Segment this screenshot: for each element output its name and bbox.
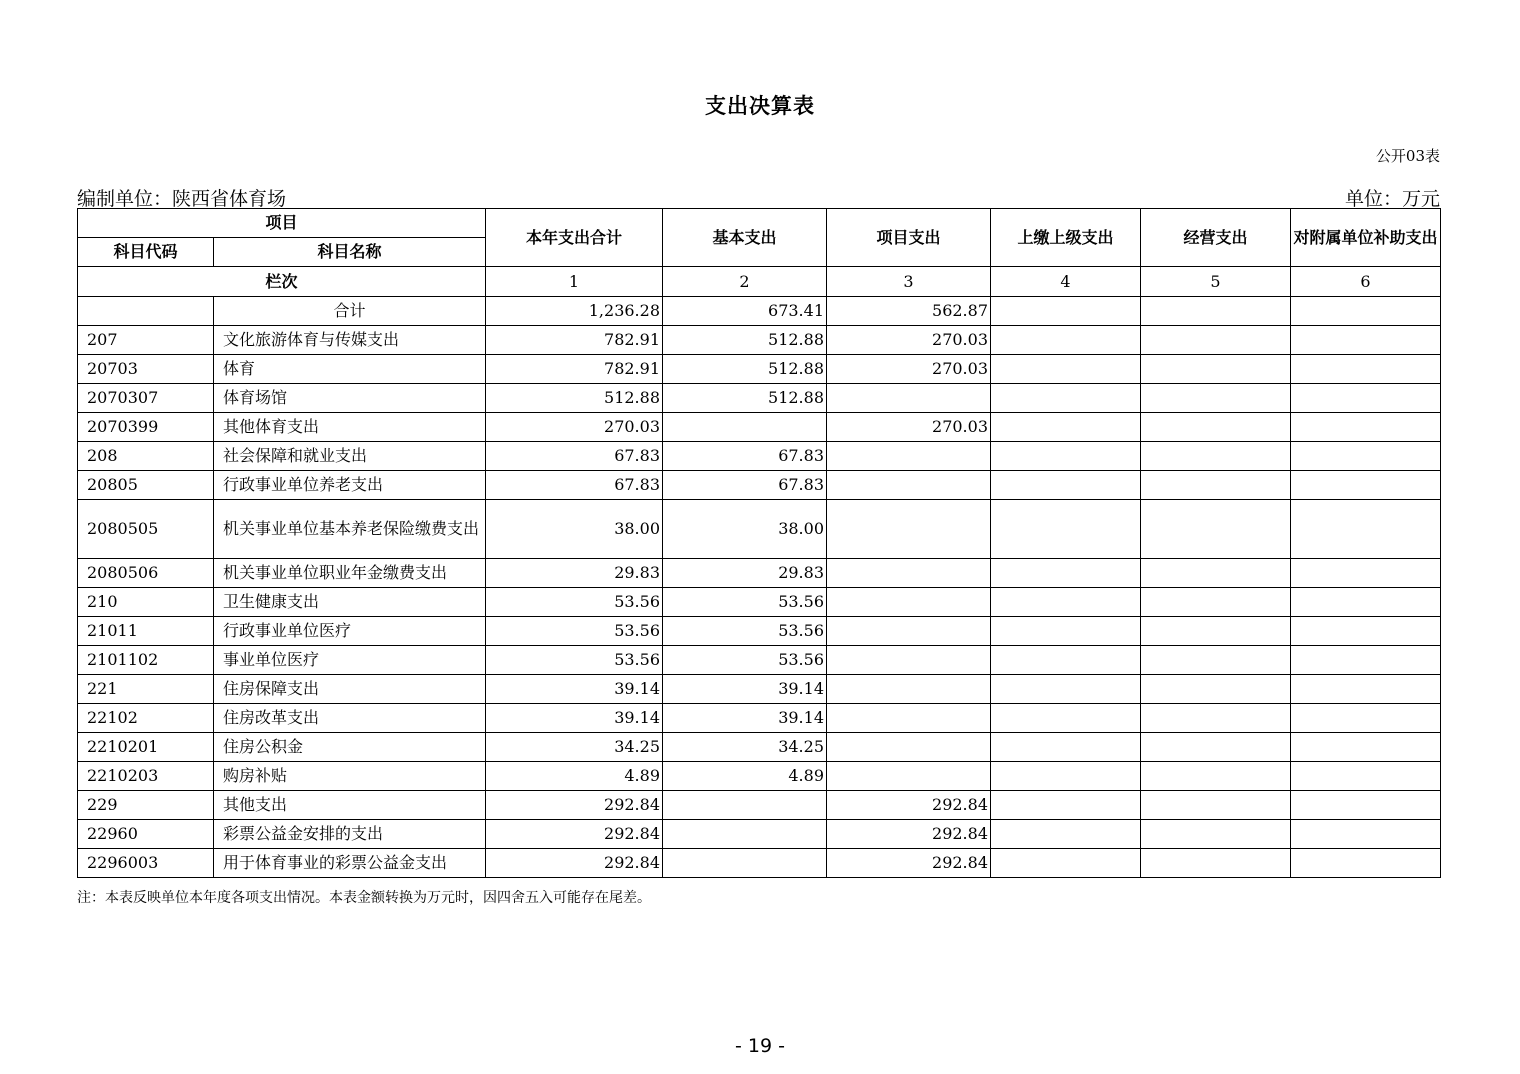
row-c2: 512.88	[663, 326, 827, 355]
total-c5	[1141, 297, 1291, 326]
row-name: 住房保障支出	[214, 675, 486, 704]
row-name: 其他体育支出	[214, 413, 486, 442]
table-row	[78, 326, 1441, 355]
row-c2: 53.56	[663, 588, 827, 617]
total-c4	[991, 297, 1141, 326]
row-c6	[1291, 791, 1441, 820]
col-number-6: 6	[1291, 267, 1441, 297]
row-c3: 270.03	[827, 413, 991, 442]
row-c1: 39.14	[486, 675, 663, 704]
row-code: 208	[78, 442, 214, 471]
row-c2	[663, 849, 827, 878]
header-col-3: 项目支出	[827, 209, 991, 267]
row-name: 其他支出	[214, 791, 486, 820]
row-c5	[1141, 733, 1291, 762]
table-row	[78, 733, 1441, 762]
row-c2: 512.88	[663, 384, 827, 413]
row-code: 20703	[78, 355, 214, 384]
compiling-unit: 编制单位：陕西省体育场	[77, 188, 287, 210]
row-c5	[1141, 326, 1291, 355]
table-row	[78, 471, 1441, 500]
row-c5	[1141, 355, 1291, 384]
row-name: 机关事业单位基本养老保险缴费支出	[214, 500, 486, 559]
header-name: 科目名称	[214, 238, 486, 267]
row-c1: 67.83	[486, 471, 663, 500]
total-code-cell	[78, 297, 214, 326]
table-row	[78, 704, 1441, 733]
row-c4	[991, 384, 1141, 413]
table-row	[78, 559, 1441, 588]
total-c2: 673.41	[663, 297, 827, 326]
row-c2	[663, 791, 827, 820]
row-c4	[991, 704, 1141, 733]
row-c4	[991, 820, 1141, 849]
row-c1: 53.56	[486, 617, 663, 646]
table-row	[78, 384, 1441, 413]
row-c6	[1291, 500, 1441, 559]
row-c5	[1141, 791, 1291, 820]
currency-unit: 单位：万元	[1344, 188, 1440, 210]
row-c2: 512.88	[663, 355, 827, 384]
row-c6	[1291, 588, 1441, 617]
total-c1: 1,236.28	[486, 297, 663, 326]
row-c4	[991, 326, 1141, 355]
row-name: 体育	[214, 355, 486, 384]
row-c3: 292.84	[827, 791, 991, 820]
row-c4	[991, 500, 1141, 559]
row-c5	[1141, 675, 1291, 704]
row-c3: 292.84	[827, 849, 991, 878]
row-c3	[827, 500, 991, 559]
table-note: 注：本表反映单位本年度各项支出情况。本表金额转换为万元时，因四舍五入可能存在尾差。	[77, 890, 651, 906]
table-row	[78, 762, 1441, 791]
row-c2: 53.56	[663, 617, 827, 646]
page-number: - 19 -	[735, 1035, 785, 1057]
row-c3	[827, 617, 991, 646]
header-col-6: 对附属单位补助支出	[1291, 209, 1441, 267]
row-c4	[991, 442, 1141, 471]
table-row	[78, 588, 1441, 617]
row-c4	[991, 413, 1141, 442]
row-name: 卫生健康支出	[214, 588, 486, 617]
row-name: 行政事业单位养老支出	[214, 471, 486, 500]
row-name: 行政事业单位医疗	[214, 617, 486, 646]
row-name: 购房补贴	[214, 762, 486, 791]
row-c5	[1141, 588, 1291, 617]
row-name: 体育场馆	[214, 384, 486, 413]
row-c3	[827, 588, 991, 617]
total-label: 合计	[214, 297, 486, 326]
row-c1: 34.25	[486, 733, 663, 762]
row-c6	[1291, 471, 1441, 500]
row-c4	[991, 355, 1141, 384]
total-c3: 562.87	[827, 297, 991, 326]
row-code: 2070399	[78, 413, 214, 442]
header-item: 项目	[78, 209, 486, 238]
row-c5	[1141, 617, 1291, 646]
total-c6	[1291, 297, 1441, 326]
row-c4	[991, 471, 1141, 500]
col-number-5: 5	[1141, 267, 1291, 297]
row-name: 事业单位医疗	[214, 646, 486, 675]
header-col-4: 上缴上级支出	[991, 209, 1141, 267]
table-row	[78, 791, 1441, 820]
row-c3	[827, 559, 991, 588]
row-c2: 53.56	[663, 646, 827, 675]
row-c3	[827, 471, 991, 500]
row-c2: 39.14	[663, 675, 827, 704]
row-code: 221	[78, 675, 214, 704]
row-name: 用于体育事业的彩票公益金支出	[214, 849, 486, 878]
row-c5	[1141, 471, 1291, 500]
row-code: 207	[78, 326, 214, 355]
form-number: 公开03表	[1375, 147, 1440, 165]
row-c3	[827, 646, 991, 675]
row-c2: 67.83	[663, 471, 827, 500]
row-c5	[1141, 704, 1291, 733]
row-c6	[1291, 675, 1441, 704]
row-c5	[1141, 820, 1291, 849]
table-row	[78, 849, 1441, 878]
row-name: 住房改革支出	[214, 704, 486, 733]
row-c6	[1291, 413, 1441, 442]
row-c6	[1291, 617, 1441, 646]
row-c1: 38.00	[486, 500, 663, 559]
row-c6	[1291, 442, 1441, 471]
header-col-1: 本年支出合计	[486, 209, 663, 267]
row-c6	[1291, 355, 1441, 384]
row-code: 20805	[78, 471, 214, 500]
table-row	[78, 500, 1441, 559]
row-c6	[1291, 559, 1441, 588]
row-c2	[663, 413, 827, 442]
row-c5	[1141, 559, 1291, 588]
row-name: 文化旅游体育与传媒支出	[214, 326, 486, 355]
row-c4	[991, 617, 1141, 646]
row-c4	[991, 849, 1141, 878]
row-c5	[1141, 384, 1291, 413]
row-c3: 292.84	[827, 820, 991, 849]
table-row	[78, 675, 1441, 704]
row-c1: 4.89	[486, 762, 663, 791]
row-c6	[1291, 733, 1441, 762]
row-c3	[827, 762, 991, 791]
row-c1: 53.56	[486, 588, 663, 617]
row-c6	[1291, 820, 1441, 849]
col-number-1: 1	[486, 267, 663, 297]
row-c1: 782.91	[486, 355, 663, 384]
row-c6	[1291, 326, 1441, 355]
row-c4	[991, 762, 1141, 791]
row-c1: 512.88	[486, 384, 663, 413]
row-c4	[991, 733, 1141, 762]
row-code: 2101102	[78, 646, 214, 675]
col-number-3: 3	[827, 267, 991, 297]
row-c1: 67.83	[486, 442, 663, 471]
row-code: 2070307	[78, 384, 214, 413]
row-c6	[1291, 704, 1441, 733]
row-c5	[1141, 500, 1291, 559]
row-c2: 4.89	[663, 762, 827, 791]
row-name: 社会保障和就业支出	[214, 442, 486, 471]
page-title: 支出决算表	[705, 94, 815, 118]
row-c3	[827, 384, 991, 413]
row-code: 2296003	[78, 849, 214, 878]
row-c3	[827, 704, 991, 733]
row-c3: 270.03	[827, 355, 991, 384]
col-number-4: 4	[991, 267, 1141, 297]
row-code: 2080506	[78, 559, 214, 588]
row-code: 229	[78, 791, 214, 820]
row-code: 2210201	[78, 733, 214, 762]
table-row	[78, 820, 1441, 849]
row-c3: 270.03	[827, 326, 991, 355]
row-c6	[1291, 384, 1441, 413]
row-c3	[827, 675, 991, 704]
table-row	[78, 617, 1441, 646]
row-c1: 292.84	[486, 791, 663, 820]
row-code: 22102	[78, 704, 214, 733]
row-c5	[1141, 762, 1291, 791]
table-row	[78, 442, 1441, 471]
row-c1: 270.03	[486, 413, 663, 442]
row-c2: 34.25	[663, 733, 827, 762]
header-col-5: 经营支出	[1141, 209, 1291, 267]
row-code: 22960	[78, 820, 214, 849]
row-c4	[991, 646, 1141, 675]
row-name: 彩票公益金安排的支出	[214, 820, 486, 849]
row-c1: 782.91	[486, 326, 663, 355]
row-c5	[1141, 646, 1291, 675]
row-name: 住房公积金	[214, 733, 486, 762]
row-c6	[1291, 762, 1441, 791]
header-col-2: 基本支出	[663, 209, 827, 267]
row-c4	[991, 791, 1141, 820]
row-code: 2080505	[78, 500, 214, 559]
table-row	[78, 355, 1441, 384]
row-c4	[991, 588, 1141, 617]
row-c2: 29.83	[663, 559, 827, 588]
row-c4	[991, 675, 1141, 704]
row-c5	[1141, 849, 1291, 878]
row-c2: 38.00	[663, 500, 827, 559]
row-c4	[991, 559, 1141, 588]
row-c6	[1291, 646, 1441, 675]
row-c5	[1141, 413, 1291, 442]
row-c5	[1141, 442, 1291, 471]
table-row	[78, 646, 1441, 675]
row-c3	[827, 733, 991, 762]
row-c6	[1291, 849, 1441, 878]
col-number-2: 2	[663, 267, 827, 297]
row-c2: 39.14	[663, 704, 827, 733]
row-c1: 29.83	[486, 559, 663, 588]
table-row	[78, 413, 1441, 442]
header-row-label: 栏次	[78, 267, 486, 297]
row-c2	[663, 820, 827, 849]
row-c1: 292.84	[486, 849, 663, 878]
expenditure-table	[77, 208, 1441, 878]
header-code: 科目代码	[78, 238, 214, 267]
table-body	[78, 297, 1441, 878]
row-c3	[827, 442, 991, 471]
row-code: 210	[78, 588, 214, 617]
row-code: 21011	[78, 617, 214, 646]
row-c1: 292.84	[486, 820, 663, 849]
total-row	[78, 297, 1441, 326]
row-c1: 53.56	[486, 646, 663, 675]
row-c1: 39.14	[486, 704, 663, 733]
row-c2: 67.83	[663, 442, 827, 471]
row-name: 机关事业单位职业年金缴费支出	[214, 559, 486, 588]
row-code: 2210203	[78, 762, 214, 791]
